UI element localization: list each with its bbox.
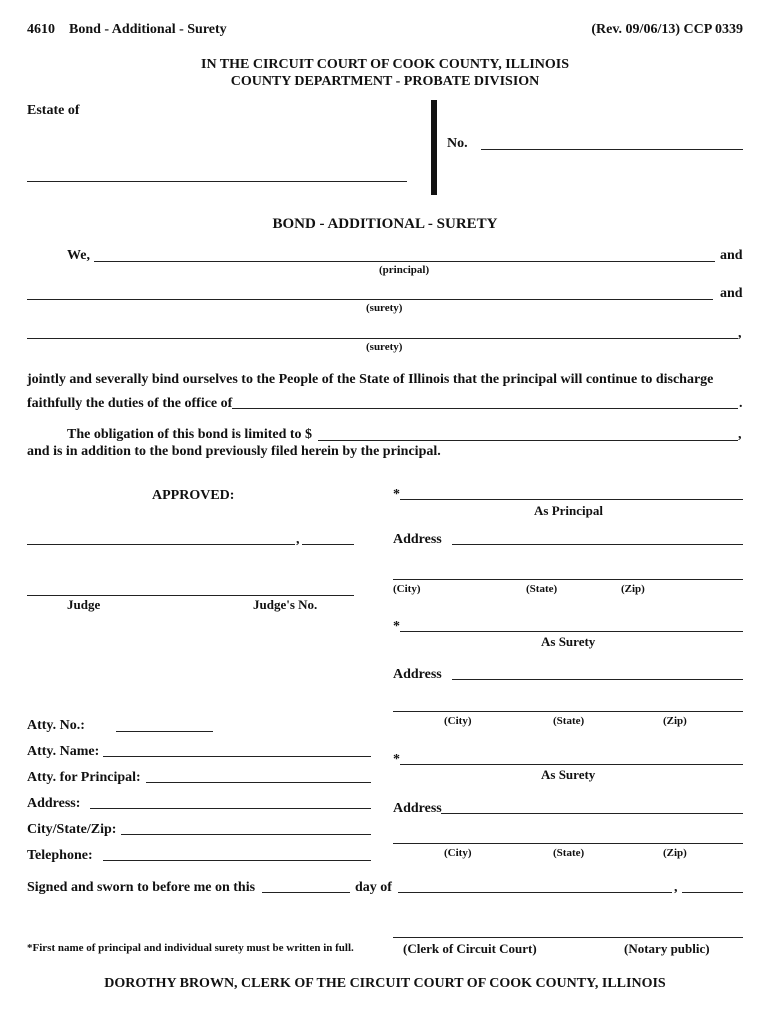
atty-city-state-zip-label: City/State/Zip: bbox=[27, 822, 117, 837]
court-division: COUNTY DEPARTMENT - PROBATE DIVISION bbox=[230, 74, 540, 89]
atty-address-label: Address: bbox=[27, 796, 81, 811]
atty-telephone-line[interactable] bbox=[103, 860, 371, 861]
clerk-notary-signature-line[interactable] bbox=[393, 937, 743, 938]
principal-address-label: Address bbox=[393, 532, 442, 547]
judges-no-label: Judge's No. bbox=[253, 597, 318, 612]
surety-2-zip-label: (Zip) bbox=[663, 847, 687, 859]
form-code: 4610 bbox=[27, 22, 55, 37]
approval-year-line[interactable] bbox=[302, 544, 354, 545]
atty-name-label: Atty. Name: bbox=[27, 744, 100, 759]
surety-1-asterisk: * bbox=[393, 619, 400, 634]
day-of-label: day of bbox=[355, 880, 392, 895]
surety-1-address-label: Address bbox=[393, 667, 442, 682]
we-label: We, bbox=[67, 248, 90, 263]
obligation-text: The obligation of this bond is limited to $ bbox=[67, 427, 313, 442]
approved-label: APPROVED: bbox=[152, 488, 235, 503]
and-label-2: and bbox=[720, 286, 743, 301]
atty-city-state-zip-line[interactable] bbox=[121, 834, 371, 835]
surety-1-as-surety-label: As Surety bbox=[541, 634, 596, 649]
principal-city-label: (City) bbox=[393, 583, 421, 595]
case-divider-bar bbox=[431, 100, 437, 195]
obligation-amount-line[interactable] bbox=[318, 440, 738, 441]
obligation-comma: , bbox=[738, 427, 742, 442]
atty-no-line[interactable] bbox=[116, 731, 213, 732]
principal-state-label: (State) bbox=[526, 583, 558, 595]
surety-1-zip-label: (Zip) bbox=[663, 715, 687, 727]
atty-for-principal-line[interactable] bbox=[146, 782, 371, 783]
form-title-header: Bond - Additional - Surety bbox=[69, 22, 227, 37]
document-title: BOND - ADDITIONAL - SURETY bbox=[272, 216, 498, 232]
estate-label: Estate of bbox=[27, 103, 80, 118]
and-label-1: and bbox=[720, 248, 743, 263]
surety-1-signature-line[interactable] bbox=[400, 631, 743, 632]
surety-1-address-line[interactable] bbox=[452, 679, 743, 680]
judge-label: Judge bbox=[67, 597, 101, 612]
surety-1-name-line[interactable] bbox=[27, 299, 713, 300]
sworn-month-line[interactable] bbox=[398, 892, 672, 893]
office-period: . bbox=[739, 396, 743, 411]
surety-1-city-label: (City) bbox=[444, 715, 472, 727]
principal-name-line[interactable] bbox=[94, 261, 715, 262]
surety-2-state-label: (State) bbox=[553, 847, 585, 859]
footnote: *First name of principal and individual surety must be written in full. bbox=[27, 942, 354, 954]
sworn-day-line[interactable] bbox=[262, 892, 350, 893]
case-number-line[interactable] bbox=[481, 149, 743, 150]
atty-name-line[interactable] bbox=[103, 756, 371, 757]
surety-1-caption: (surety) bbox=[366, 302, 403, 314]
surety-2-city-line[interactable] bbox=[393, 843, 743, 844]
sworn-year-line[interactable] bbox=[682, 892, 743, 893]
faithfully-text: faithfully the duties of the office of bbox=[27, 396, 233, 411]
surety-2-comma: , bbox=[738, 326, 742, 341]
addition-text: and is in addition to the bond previously filed herein by the principal. bbox=[27, 444, 441, 459]
atty-telephone-label: Telephone: bbox=[27, 848, 93, 863]
atty-address-line[interactable] bbox=[90, 808, 371, 809]
approval-date-line[interactable] bbox=[27, 544, 295, 545]
surety-2-caption: (surety) bbox=[366, 341, 403, 353]
clerk-label: (Clerk of Circuit Court) bbox=[403, 941, 537, 956]
jointly-text: jointly and severally bind ourselves to the People of the State of Illinois that the principal will continue to discharge bbox=[27, 372, 714, 387]
principal-address-line[interactable] bbox=[452, 544, 743, 545]
estate-name-line[interactable] bbox=[27, 181, 407, 182]
atty-no-label: Atty. No.: bbox=[27, 718, 85, 733]
principal-zip-label: (Zip) bbox=[621, 583, 645, 595]
surety-2-address-label: Address bbox=[393, 801, 442, 816]
case-number-label: No. bbox=[447, 136, 468, 151]
surety-2-address-line[interactable] bbox=[441, 813, 743, 814]
form-revision: (Rev. 09/06/13) CCP 0339 bbox=[591, 22, 743, 37]
principal-asterisk: * bbox=[393, 487, 400, 502]
surety-1-state-label: (State) bbox=[553, 715, 585, 727]
office-line[interactable] bbox=[232, 408, 738, 409]
surety-2-asterisk: * bbox=[393, 752, 400, 767]
surety-2-as-surety-label: As Surety bbox=[541, 767, 596, 782]
principal-city-line[interactable] bbox=[393, 579, 743, 580]
notary-label: (Notary public) bbox=[624, 941, 710, 956]
surety-2-signature-line[interactable] bbox=[400, 764, 743, 765]
surety-2-city-label: (City) bbox=[444, 847, 472, 859]
surety-2-name-line[interactable] bbox=[27, 338, 738, 339]
surety-1-city-line[interactable] bbox=[393, 711, 743, 712]
court-name: IN THE CIRCUIT COURT OF COOK COUNTY, ILLINOIS bbox=[201, 57, 569, 72]
judge-signature-line[interactable] bbox=[27, 595, 354, 596]
principal-caption: (principal) bbox=[379, 264, 430, 276]
approval-date-comma: , bbox=[296, 532, 300, 547]
as-principal-label: As Principal bbox=[534, 503, 603, 518]
principal-signature-line[interactable] bbox=[400, 499, 743, 500]
footer-clerk-name: DOROTHY BROWN, CLERK OF THE CIRCUIT COURT OF COOK COUNTY, ILLINOIS bbox=[104, 976, 666, 991]
atty-for-principal-label: Atty. for Principal: bbox=[27, 770, 141, 785]
signed-sworn-text: Signed and sworn to before me on this bbox=[27, 880, 256, 895]
sworn-comma: , bbox=[674, 880, 678, 895]
